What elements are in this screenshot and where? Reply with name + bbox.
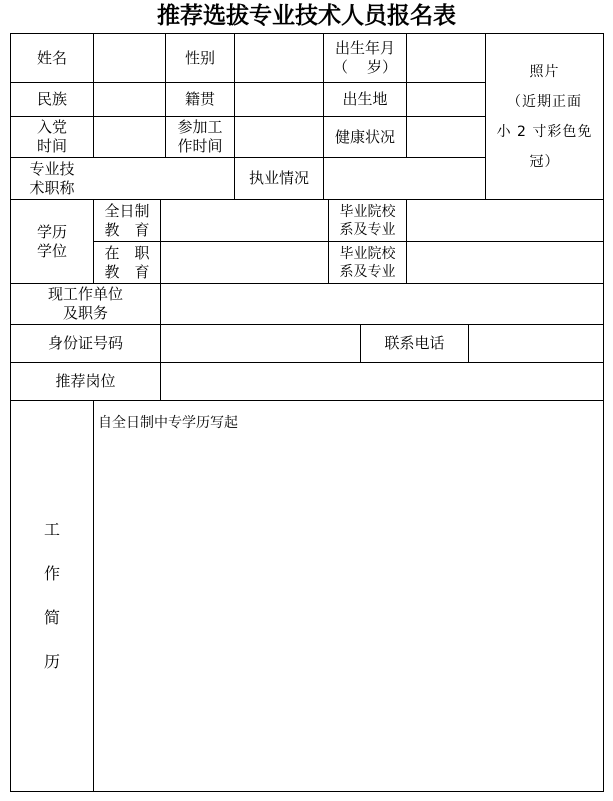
gender-field[interactable]	[235, 34, 323, 82]
work-resume-char-2: 作	[43, 564, 60, 583]
id-number-field[interactable]	[161, 325, 360, 362]
fulltime-school-line1: 毕业院校	[339, 203, 396, 220]
inservice-education-label	[94, 242, 160, 283]
education-degree-line2: 学位	[36, 241, 67, 260]
inservice-school-field[interactable]	[407, 242, 603, 283]
work-resume-note: 自全日制中专学历写起	[98, 415, 238, 431]
work-start-date-label	[166, 117, 234, 157]
inservice-education-line1: 在 职	[104, 243, 150, 262]
birth-date-label-line2: （ 岁）	[332, 58, 398, 76]
birthplace-field[interactable]	[407, 83, 485, 116]
phone-field[interactable]	[469, 325, 603, 362]
professional-title-label	[11, 158, 93, 199]
fulltime-school-line2: 系及专业	[339, 221, 396, 238]
ethnicity-label: 民族	[36, 90, 67, 108]
health-field[interactable]	[407, 117, 485, 157]
work-start-date-line2: 作时间	[177, 137, 223, 155]
work-start-date-field[interactable]	[235, 117, 323, 157]
photo-line1: 照片	[529, 63, 560, 80]
birth-date-label	[324, 34, 406, 82]
gender-label: 性别	[184, 48, 215, 67]
id-number-label: 身份证号码	[47, 334, 123, 352]
phone-label: 联系电话	[384, 334, 445, 352]
party-join-date-field[interactable]	[94, 117, 165, 157]
fulltime-education-field[interactable]	[161, 200, 328, 241]
name-field[interactable]	[94, 34, 165, 82]
professional-title-line2: 术职称	[29, 178, 75, 197]
name-label: 姓名	[36, 48, 67, 67]
employer-field[interactable]	[161, 284, 603, 324]
photo-placeholder[interactable]	[486, 34, 603, 199]
employer-line1: 现工作单位	[47, 285, 123, 303]
party-join-date-line2: 时间	[36, 137, 67, 155]
fulltime-education-line1: 全日制	[104, 201, 150, 220]
native-place-label: 籍贯	[184, 90, 215, 108]
inservice-school-line2: 系及专业	[339, 263, 396, 280]
photo-line4: 冠）	[529, 153, 560, 170]
inservice-education-field[interactable]	[161, 242, 328, 283]
native-place-field[interactable]	[235, 83, 323, 116]
inservice-school-label	[329, 242, 406, 283]
form-title: 推荐选拔专业技术人员报名表	[157, 3, 456, 29]
inservice-education-line2: 教 育	[104, 262, 150, 281]
work-resume-char-4: 历	[43, 652, 60, 671]
work-resume-char-3: 简	[43, 608, 60, 627]
photo-line3: 小 2 寸彩色免	[496, 123, 593, 140]
professional-title-field[interactable]	[94, 158, 234, 199]
practice-status-label: 执业情况	[248, 169, 309, 187]
work-resume-char-1: 工	[43, 520, 60, 539]
education-degree-label	[11, 200, 93, 283]
work-resume-label	[11, 401, 93, 791]
health-label: 健康状况	[334, 127, 395, 146]
ethnicity-field[interactable]	[94, 83, 165, 116]
recommended-position-label: 推荐岗位	[55, 372, 116, 390]
birthplace-label: 出生地	[342, 90, 388, 108]
fulltime-school-label	[329, 200, 406, 241]
education-degree-line1: 学历	[36, 222, 67, 241]
practice-status-field[interactable]	[324, 158, 485, 199]
fulltime-education-line2: 教 育	[104, 220, 150, 239]
professional-title-line1: 专业技	[29, 159, 75, 178]
fulltime-school-field[interactable]	[407, 200, 603, 241]
party-join-date-label	[11, 117, 93, 157]
photo-line2: （近期正面	[507, 93, 582, 110]
birth-date-label-line1: 出生年月	[334, 39, 395, 57]
party-join-date-line1: 入党	[36, 118, 67, 136]
work-resume-field[interactable]	[94, 401, 603, 791]
employer-line2: 及职务	[62, 304, 108, 322]
work-start-date-line1: 参加工	[177, 118, 223, 136]
inservice-school-line1: 毕业院校	[339, 245, 396, 262]
recommended-position-field[interactable]	[161, 363, 603, 400]
birth-date-field[interactable]	[407, 34, 485, 82]
fulltime-education-label	[94, 200, 160, 241]
employer-label	[11, 284, 160, 324]
